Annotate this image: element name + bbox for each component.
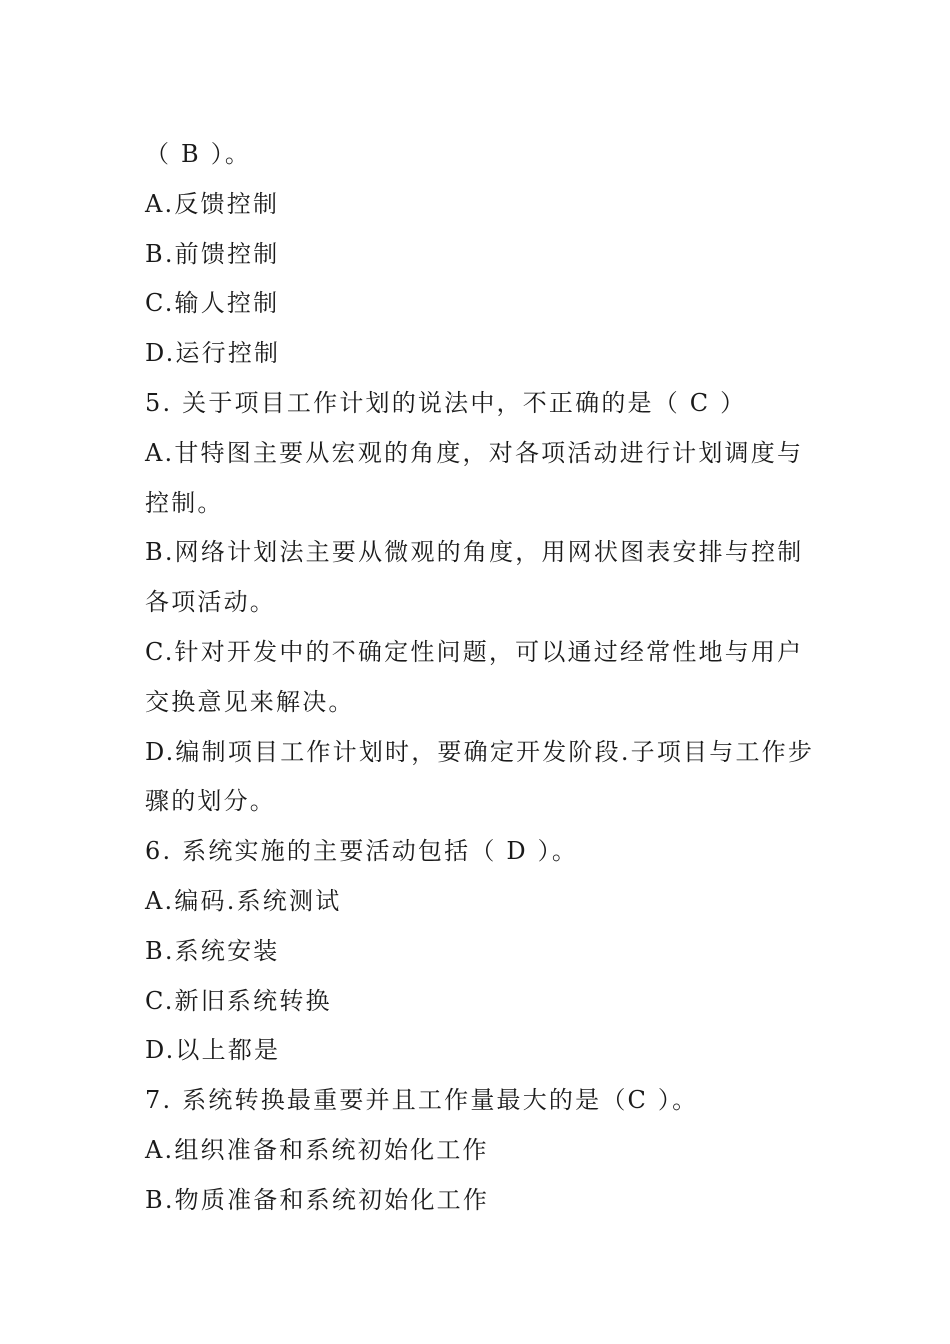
question-6: 6. 系统实施的主要活动包括（ D ）。 [145, 837, 579, 866]
option-5b-line-1: B.网络计划法主要从微观的角度，用网状图表安排与控制 [145, 538, 804, 567]
option-6c: C.新旧系统转换 [145, 986, 332, 1015]
question-5: 5. 关于项目工作计划的说法中，不正确的是（ C ） [145, 388, 747, 417]
option-5c-line-1: C.针对开发中的不确定性问题，可以通过经常性地与用户 [145, 637, 804, 666]
option-6a: A.编码.系统测试 [145, 886, 342, 915]
option-4b: B.前馈控制 [145, 239, 280, 268]
option-5c-line-2: 交换意见来解决。 [145, 687, 355, 716]
option-6d: D.以上都是 [145, 1036, 281, 1065]
option-5a-line-1: A.甘特图主要从宏观的角度，对各项活动进行计划调度与 [145, 438, 804, 467]
option-6b: B.系统安装 [145, 936, 280, 965]
option-4c: C.输人控制 [145, 289, 280, 318]
text-line-answer-4: （ B ）。 [145, 140, 252, 168]
option-4a: A.反馈控制 [145, 189, 280, 218]
option-7b: B.物质准备和系统初始化工作 [145, 1185, 490, 1214]
option-5b-line-2: 各项活动。 [145, 588, 276, 617]
question-7: 7. 系统转换最重要并且工作量最大的是（C ）。 [145, 1086, 699, 1115]
option-5d-line-2: 骤的划分。 [145, 787, 276, 816]
option-5d-line-1: D.编制项目工作计划时，要确定开发阶段.子项目与工作步 [145, 737, 815, 766]
document-body [145, 130, 815, 1226]
option-7a: A.组织准备和系统初始化工作 [145, 1135, 489, 1164]
option-5a-line-2: 控制。 [145, 488, 224, 517]
option-4d: D.运行控制 [145, 339, 281, 368]
